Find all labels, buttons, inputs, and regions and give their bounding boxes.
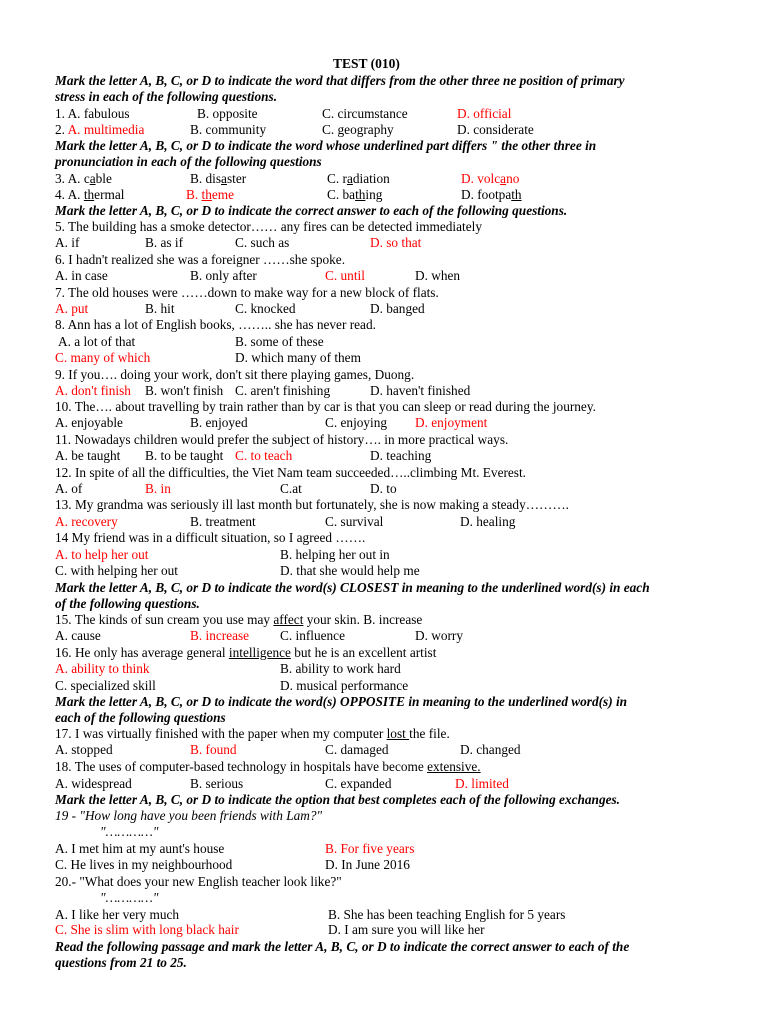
q13-stem: 13. My grandma was seriously ill last month but fortunately, she is now making a steady………. bbox=[55, 497, 569, 512]
q19-option-d: D. In June 2016 bbox=[325, 857, 410, 872]
q20-option-a: A. I like her very much bbox=[55, 907, 180, 922]
q7-option-a: A. put bbox=[55, 301, 89, 316]
q7-stem: 7. The old houses were ……down to make way for a new block of flats. bbox=[55, 285, 439, 300]
q18-option-d: D. limited bbox=[455, 776, 509, 791]
q2-option-a: A. multimedia bbox=[67, 122, 145, 137]
q17-option-d: D. changed bbox=[460, 742, 521, 757]
q2-number: 2. A. multimedia bbox=[55, 122, 145, 137]
q16-option-a: A. ability to think bbox=[55, 661, 150, 676]
q11-option-c: C. to teach bbox=[235, 448, 293, 463]
q9-option-b: B. won't finish bbox=[145, 383, 224, 398]
q11-option-a: A. be taught bbox=[55, 448, 121, 463]
q15-stem: 15. The kinds of sun cream you use may affect your skin. B. increase bbox=[55, 612, 423, 627]
q12-stem: 12. In spite of all the difficulties, the Viet Nam team succeeded…..climbing Mt. Everest. bbox=[55, 465, 526, 480]
q1-option-c: C. circumstance bbox=[322, 106, 408, 121]
q6-stem: 6. I hadn't realized she was a foreigner ……she spoke. bbox=[55, 252, 346, 267]
q7-option-d: D. banged bbox=[370, 301, 425, 316]
q8-option-d: D. which many of them bbox=[235, 350, 361, 365]
q7-option-c: C. knocked bbox=[235, 301, 296, 316]
instruction-opposite-line2: each of the following questions bbox=[55, 710, 226, 725]
q12-option-d: D. to bbox=[370, 481, 397, 496]
q1-option-d: D. official bbox=[457, 106, 512, 121]
q11-stem: 11. Nowadays children would prefer the subject of history…. in more practical ways. bbox=[55, 432, 509, 447]
q16-option-c: C. specialized skill bbox=[55, 678, 156, 693]
instruction-stress-line1: Mark the letter A, B, C, or D to indicate the word that differs from the other three ne position of primary bbox=[55, 73, 625, 88]
q19-option-c: C. He lives in my neighbourhood bbox=[55, 857, 233, 872]
q3-option-a: 3. A. cable bbox=[55, 171, 112, 186]
instruction-correct-answer: Mark the letter A, B, C, or D to indicate the correct answer to each of the following questions. bbox=[55, 203, 568, 218]
q4-option-c: C. bathing bbox=[327, 187, 383, 202]
q20-option-b: B. She has been teaching English for 5 years bbox=[328, 907, 566, 922]
page-title: TEST (010) bbox=[333, 56, 400, 71]
q17-option-c: C. damaged bbox=[325, 742, 389, 757]
q5-stem: 5. The building has a smoke detector…… any fires can be detected immediately bbox=[55, 219, 482, 234]
q9-option-d: D. haven't finished bbox=[370, 383, 471, 398]
q3-option-d: D. volcano bbox=[461, 171, 520, 186]
q4-option-a: 4. A. thermal bbox=[55, 187, 125, 202]
instruction-stress-line2: stress in each of the following questions. bbox=[55, 89, 278, 104]
q11-option-d: D. teaching bbox=[370, 448, 432, 463]
q5-option-c: C. such as bbox=[235, 235, 290, 250]
q13-option-d: D. healing bbox=[460, 514, 516, 529]
q9-option-c: C. aren't finishing bbox=[235, 383, 331, 398]
q15-option-a: A. cause bbox=[55, 628, 101, 643]
q11-option-b: B. to be taught bbox=[145, 448, 224, 463]
q10-option-c: C. enjoying bbox=[325, 415, 388, 430]
q16-option-b: B. ability to work hard bbox=[280, 661, 401, 676]
q10-stem: 10. The…. about travelling by train rather than by car is that you can sleep or read during the journey. bbox=[55, 399, 596, 414]
q20-option-d: D. I am sure you will like her bbox=[328, 922, 485, 937]
q20-option-c: C. She is slim with long black hair bbox=[55, 922, 239, 937]
instruction-passage-line1: Read the following passage and mark the letter A, B, C, or D to indicate the correct answer to each of the bbox=[55, 939, 630, 954]
q8-option-a: A. a lot of that bbox=[58, 334, 136, 349]
q19-option-b: B. For five years bbox=[325, 841, 415, 856]
q19-stem: 19 - "How long have you been friends with Lam?" bbox=[55, 808, 323, 823]
q14-option-b: B. helping her out in bbox=[280, 547, 390, 562]
q18-stem: 18. The uses of computer-based technology in hospitals have become extensive. bbox=[55, 759, 481, 774]
q18-option-c: C. expanded bbox=[325, 776, 392, 791]
q18-option-a: A. widespread bbox=[55, 776, 132, 791]
q1-option-b: B. opposite bbox=[197, 106, 258, 121]
q6-option-c: C. until bbox=[325, 268, 365, 283]
instruction-closest-line2: of the following questions. bbox=[55, 596, 200, 611]
q2-option-d: D. considerate bbox=[457, 122, 534, 137]
q13-option-a: A. recovery bbox=[55, 514, 118, 529]
q12-option-a: A. of bbox=[55, 481, 83, 496]
instruction-opposite-line1: Mark the letter A, B, C, or D to indicate the word(s) OPPOSITE in meaning to the underlined word(s) in bbox=[55, 694, 628, 709]
q1-option-a: 1. A. fabulous bbox=[55, 106, 130, 121]
q6-option-a: A. in case bbox=[55, 268, 108, 283]
q19-blank: "…………" bbox=[100, 824, 159, 839]
instruction-passage-line2: questions from 21 to 25. bbox=[55, 955, 187, 970]
q2-option-b: B. community bbox=[190, 122, 267, 137]
q13-option-c: C. survival bbox=[325, 514, 384, 529]
q10-option-a: A. enjoyable bbox=[55, 415, 123, 430]
instruction-pronunciation-line1: Mark the letter A, B, C, or D to indicate the word whose underlined part differs " the other three in bbox=[55, 138, 597, 153]
instruction-exchanges: Mark the letter A, B, C, or D to indicate the option that best completes each of the following exchanges. bbox=[55, 792, 620, 807]
q10-option-b: B. enjoyed bbox=[190, 415, 248, 430]
q9-stem: 9. If you…. doing your work, don't sit there playing games, Duong. bbox=[55, 367, 415, 382]
q17-stem: 17. I was virtually finished with the paper when my computer lost the file. bbox=[55, 726, 450, 741]
q13-option-b: B. treatment bbox=[190, 514, 256, 529]
q7-option-b: B. hit bbox=[145, 301, 175, 316]
q4-option-b: B. theme bbox=[186, 187, 235, 202]
q17-option-a: A. stopped bbox=[55, 742, 113, 757]
q14-option-a: A. to help her out bbox=[55, 547, 149, 562]
q4-option-d: D. footpath bbox=[461, 187, 522, 202]
q14-stem: 14 My friend was in a difficult situation, so I agreed ……. bbox=[55, 530, 366, 545]
q12-option-b: B. in bbox=[145, 481, 171, 496]
q16-stem: 16. He only has average general intelligence but he is an excellent artist bbox=[55, 645, 437, 660]
q15-option-b: B. increase bbox=[190, 628, 250, 643]
q9-option-a: A. don't finish bbox=[55, 383, 131, 398]
q14-option-d: D. that she would help me bbox=[280, 563, 420, 578]
q5-option-d: D. so that bbox=[370, 235, 422, 250]
q10-option-d: D. enjoyment bbox=[415, 415, 488, 430]
q6-option-b: B. only after bbox=[190, 268, 257, 283]
q15-option-d: D. worry bbox=[415, 628, 464, 643]
q15-option-c: C. influence bbox=[280, 628, 345, 643]
q8-option-b: B. some of these bbox=[235, 334, 324, 349]
q3-option-c: C. radiation bbox=[327, 171, 390, 186]
q18-option-b: B. serious bbox=[190, 776, 244, 791]
q5-option-a: A. if bbox=[55, 235, 80, 250]
q20-blank: "…………" bbox=[100, 890, 159, 905]
q6-option-d: D. when bbox=[415, 268, 461, 283]
q16-option-d: D. musical performance bbox=[280, 678, 409, 693]
q20-stem: 20.- "What does your new English teacher look like?" bbox=[55, 874, 342, 889]
instruction-closest-line1: Mark the letter A, B, C, or D to indicate the word(s) CLOSEST in meaning to the underlined word(s) in each bbox=[55, 580, 650, 595]
q5-option-b: B. as if bbox=[145, 235, 184, 250]
q3-option-b: B. disaster bbox=[190, 171, 247, 186]
q8-stem: 8. Ann has a lot of English books, …….. she has never read. bbox=[55, 317, 376, 332]
q12-option-c: C.at bbox=[280, 481, 302, 496]
instruction-pronunciation-line2: pronunciation in each of the following questions bbox=[55, 154, 322, 169]
q17-option-b: B. found bbox=[190, 742, 237, 757]
q19-option-a: A. I met him at my aunt's house bbox=[55, 841, 225, 856]
q8-option-c: C. many of which bbox=[55, 350, 151, 365]
q2-option-c: C. geography bbox=[322, 122, 394, 137]
q14-option-c: C. with helping her out bbox=[55, 563, 178, 578]
